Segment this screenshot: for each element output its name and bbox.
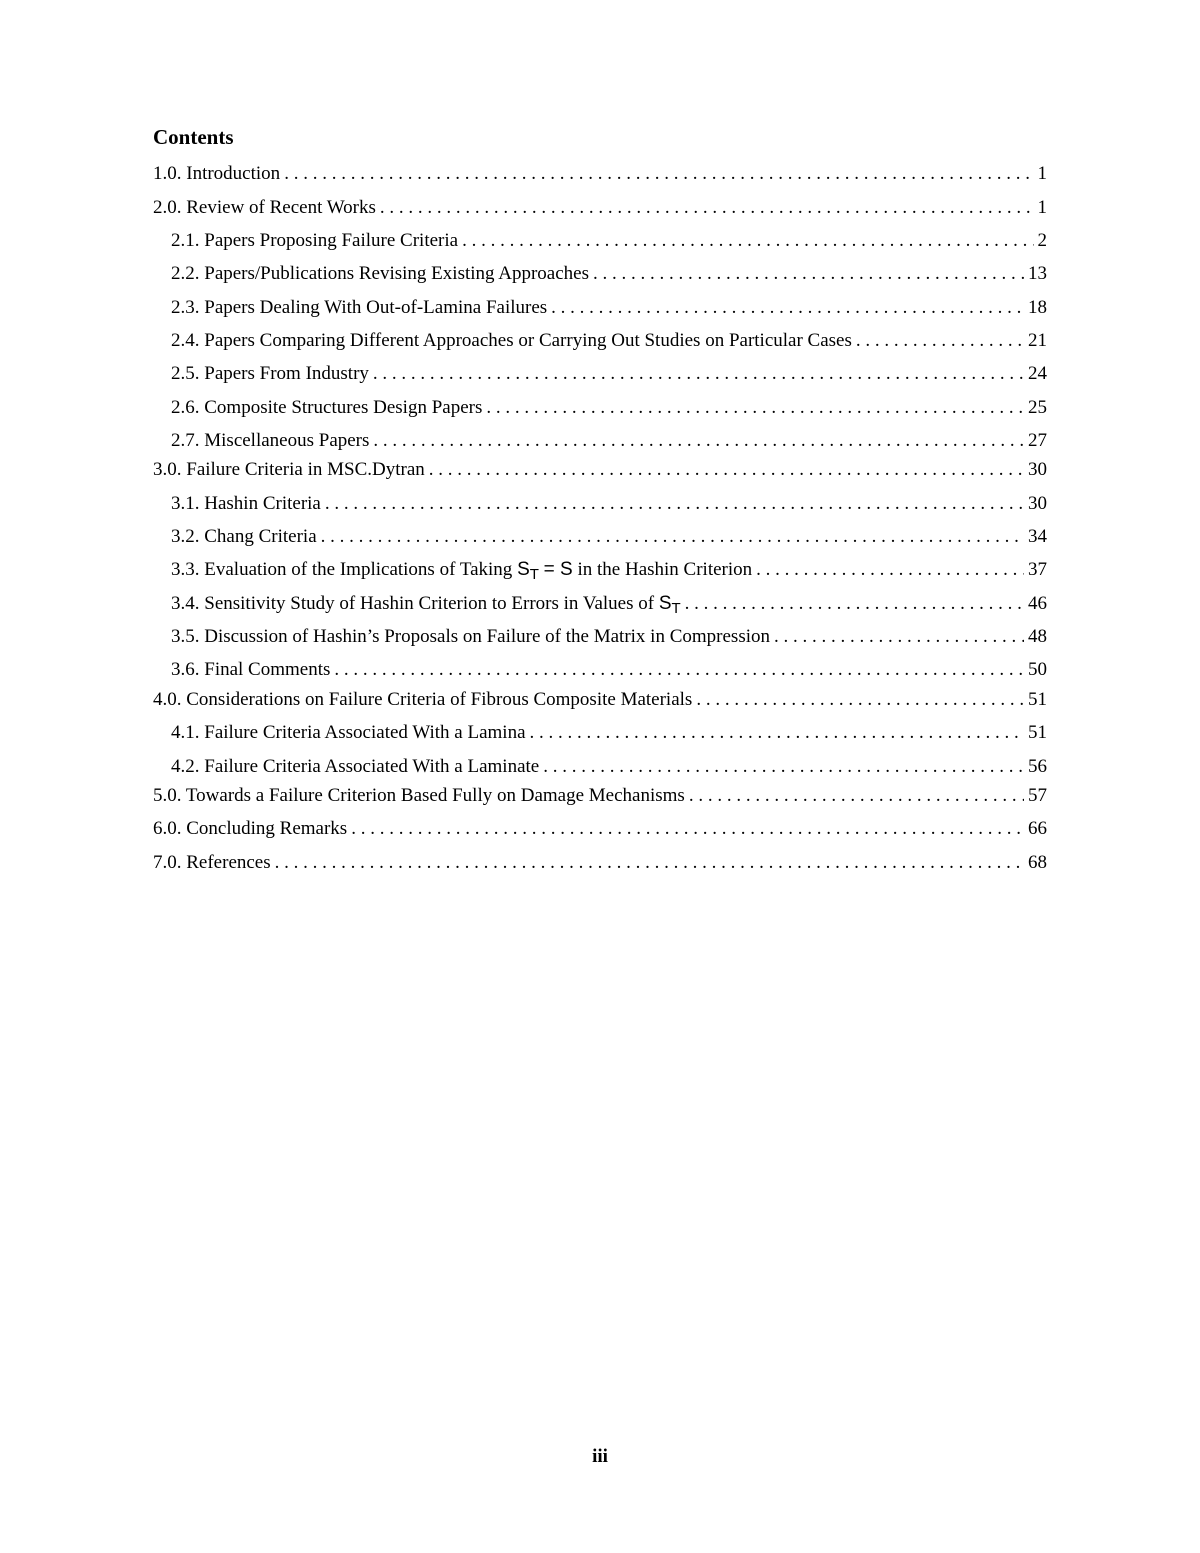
toc-title: 2.6. Composite Structures Design Papers [171,397,483,418]
toc-title: 3.0. Failure Criteria in MSC.Dytran [153,459,425,480]
dot-leader [752,557,1024,583]
toc-page-number: 68 [1028,852,1047,873]
math-symbol: S [517,559,530,580]
toc-page-number: 30 [1028,459,1047,480]
page-number: iii [592,1446,608,1467]
toc-title: 4.1. Failure Criteria Associated With a Lamina [171,722,526,743]
toc-entry-damage-mechanisms-criterion[interactable] [153,783,1047,809]
toc-title: 7.0. References [153,852,271,873]
dot-leader [482,395,1024,421]
toc-page-number: 25 [1028,397,1047,418]
toc-entry-concluding-remarks[interactable] [153,816,1047,842]
toc-title: 3.6. Final Comments [171,659,331,680]
dot-leader [547,295,1024,321]
toc-page-number: 46 [1028,593,1047,614]
dot-leader [526,720,1024,746]
toc-page-number: 37 [1028,559,1047,580]
toc-entry-lamina-criteria[interactable] [171,720,1047,746]
toc-entry-hashin-criteria[interactable] [171,491,1047,517]
toc-entry-review-of-recent-works[interactable] [153,195,1047,221]
toc-entry-evaluation-st-equals-s[interactable] [171,557,1047,583]
toc-entry-hashin-proposals-discussion[interactable] [171,624,1047,650]
toc-title: 2.5. Papers From Industry [171,363,369,384]
dot-leader [369,361,1024,387]
dot-leader [376,195,1034,221]
dot-leader [321,491,1024,517]
toc-title: 3.2. Chang Criteria [171,526,317,547]
toc-entry-papers-from-industry[interactable] [171,361,1047,387]
toc-title: 2.2. Papers/Publications Revising Existing Approaches [171,263,589,284]
toc-page-number: 34 [1028,526,1047,547]
toc-page-number: 1 [1037,163,1047,184]
toc-title: 3.1. Hashin Criteria [171,493,321,514]
toc-entry-out-of-lamina-failures[interactable] [171,295,1047,321]
toc-title: 2.7. Miscellaneous Papers [171,430,370,451]
toc-title: 6.0. Concluding Remarks [153,818,348,839]
toc-title-text: 3.3. Evaluation of the Implications of Taking [171,559,513,580]
toc-entry-miscellaneous-papers[interactable] [171,428,1047,454]
dot-leader [458,228,1033,254]
toc-entry-considerations-fibrous-composites[interactable] [153,687,1047,713]
contents-heading: Contents [153,125,234,149]
toc-title: 2.3. Papers Dealing With Out-of-Lamina Failures [171,297,548,318]
dot-leader [681,591,1024,617]
toc-entry-introduction[interactable] [153,161,1047,187]
toc-title [171,557,752,583]
dot-leader [685,783,1024,809]
math-subscript: T [671,600,681,617]
toc-title: 5.0. Towards a Failure Criterion Based Fully on Damage Mechanisms [153,785,685,806]
dot-leader [589,261,1024,287]
dot-leader [425,457,1024,483]
toc-entry-papers-proposing-failure-criteria[interactable] [171,228,1047,254]
toc-title: 3.5. Discussion of Hashin’s Proposals on Failure of the Matrix in Compression [171,626,770,647]
dot-leader [369,428,1024,454]
toc-title: 1.0. Introduction [153,163,281,184]
toc-title: 2.4. Papers Comparing Different Approaches or Carrying Out Studies on Particular Cases [171,330,852,351]
toc-page-number: 1 [1037,197,1047,218]
dot-leader [330,657,1024,683]
toc-entry-chang-criteria[interactable] [171,524,1047,550]
toc-page-number: 51 [1028,689,1047,710]
toc-entry-laminate-criteria[interactable] [171,754,1047,780]
toc-page-number: 13 [1028,263,1047,284]
dot-leader [317,524,1024,550]
math-symbol: S [658,593,672,614]
dot-leader [347,816,1024,842]
dot-leader [539,754,1024,780]
toc-entry-papers-comparing-approaches[interactable] [171,328,1047,354]
toc-page-number: 27 [1028,430,1047,451]
toc-entry-references[interactable] [153,850,1047,876]
toc-page-number: 2 [1037,230,1047,251]
math-subscript: T [529,566,539,583]
toc-entry-sensitivity-study[interactable] [171,591,1047,617]
dot-leader [271,850,1024,876]
toc-title: 2.1. Papers Proposing Failure Criteria [171,230,459,251]
toc-entry-final-comments[interactable] [171,657,1047,683]
dot-leader [770,624,1024,650]
toc-page-number: 21 [1028,330,1047,351]
dot-leader [852,328,1024,354]
toc-page-number: 66 [1028,818,1047,839]
toc-page-number: 57 [1028,785,1047,806]
toc-title: 4.2. Failure Criteria Associated With a Laminate [171,756,540,777]
toc-page-number: 48 [1028,626,1047,647]
toc-title [171,591,681,617]
toc-title-text: in the Hashin Criterion [577,559,753,580]
toc-page-number: 56 [1028,756,1047,777]
toc-page-number: 24 [1028,363,1047,384]
toc-entry-papers-revising-existing-approaches[interactable] [171,261,1047,287]
toc-page-number: 18 [1028,297,1047,318]
toc-entry-failure-criteria-msc-dytran[interactable] [153,457,1047,483]
math-expression: = S [543,559,573,580]
toc-page-number: 50 [1028,659,1047,680]
toc-entry-composite-structures-design[interactable] [171,395,1047,421]
toc-page-number: 30 [1028,493,1047,514]
dot-leader [280,161,1033,187]
dot-leader [692,687,1024,713]
toc-page-number: 51 [1028,722,1047,743]
toc-title-text: 3.4. Sensitivity Study of Hashin Criterion to Errors in Values of [171,593,655,614]
toc-title: 4.0. Considerations on Failure Criteria of Fibrous Composite Materials [153,689,693,710]
toc-title: 2.0. Review of Recent Works [153,197,376,218]
